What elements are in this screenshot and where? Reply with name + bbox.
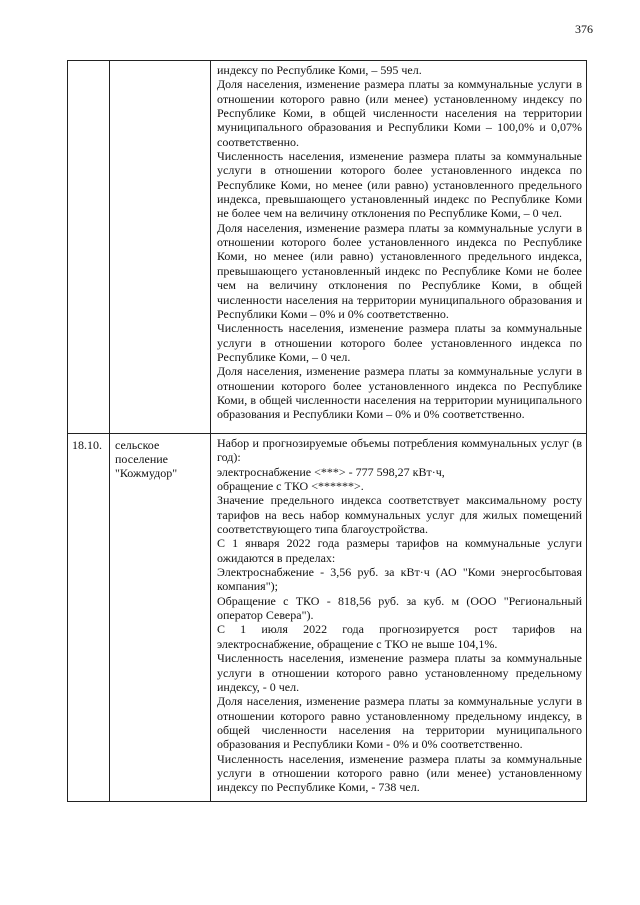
paragraph: Численность населения, изменение размера платы за коммунальные услуги в отношении которого равно (или менее) установленному индексу по Республике Коми, - 738 чел. bbox=[217, 751, 582, 795]
table-row bbox=[68, 61, 587, 434]
paragraph: Численность населения, изменение размера платы за коммунальные услуги в отношении которого более установленного индекса по Республике Коми, но менее (или равно) установленного предельного индекса, превышающего установленный индекс по Республике Коми не более чем на величину отклонения по Республике Коми, – 0 чел. bbox=[217, 149, 582, 221]
row-number: 18.10. bbox=[72, 438, 102, 452]
paragraph: Обращение с ТКО - 818,56 руб. за куб. м (ООО "Региональный оператор Севера"). bbox=[217, 593, 582, 623]
row-text-cell bbox=[211, 61, 587, 434]
row-number bbox=[68, 61, 109, 65]
paragraph: Численность населения, изменение размера платы за коммунальные услуги в отношении которого равно установленному предельному индексу, - 0 чел. bbox=[217, 651, 582, 694]
row-number-cell bbox=[68, 434, 110, 802]
paragraph: электроснабжение <***> - 777 598,27 кВт·ч, bbox=[217, 464, 445, 479]
paragraph: Доля населения, изменение размера платы за коммунальные услуги в отношении которого более установленного индекса по Республике Коми, в общей численности населения на территории муниципального образования и Республики Коми – 0% и 0% соответственно. bbox=[217, 364, 582, 422]
paragraph: Значение предельного индекса соответствует максимальному росту тарифов на весь набор коммунальных услуг для жилых помещений соответствующего типа благоустройства. bbox=[217, 493, 582, 537]
paragraph: Доля населения, изменение размера платы за коммунальные услуги в отношении которого равно установленному предельному индексу, в общей численности населения на территории муниципального образования и Республики Коми - 0% и 0% соответственно. bbox=[217, 694, 582, 752]
paragraph: Набор и прогнозируемые объемы потребления коммунальных услуг (в год): bbox=[217, 436, 582, 465]
paragraph: индексу по Республике Коми, – 595 чел. bbox=[217, 63, 422, 77]
row-name-cell bbox=[110, 61, 211, 434]
paragraph: Доля населения, изменение размера платы за коммунальные услуги в отношении которого более установленного индекса по Республике Коми, но менее (или равно) установленного предельного индекса, превышающего установленный индекс по Республике Коми не более чем на величину отклонения по Республике Коми, в общей численности населения на территории муниципального образования и Республики Коми – 0% и 0% соответственно. bbox=[217, 220, 582, 321]
page-number: 376 bbox=[575, 22, 593, 36]
paragraph: обращение с ТКО <******>. bbox=[217, 479, 364, 494]
row-text-cell bbox=[211, 434, 587, 802]
row-name-cell bbox=[110, 434, 211, 802]
row-number-cell bbox=[68, 61, 110, 434]
table-row bbox=[68, 434, 587, 802]
paragraph: С 1 июля 2022 года прогнозируется рост тарифов на электроснабжение, обращение с ТКО не выше 104,1%. bbox=[217, 622, 582, 651]
row-name: сельское поселение "Кожмудор" bbox=[115, 438, 178, 480]
paragraph: Численность населения, изменение размера платы за коммунальные услуги в отношении которого более установленного индекса по Республике Коми, – 0 чел. bbox=[217, 321, 582, 364]
paragraph: Электроснабжение - 3,56 руб. за кВт·ч (АО "Коми энергосбытовая компания"); bbox=[217, 565, 582, 594]
paragraph: С 1 января 2022 года размеры тарифов на коммунальные услуги ожидаются в пределах: bbox=[217, 536, 582, 565]
document-table bbox=[67, 60, 587, 802]
paragraph: Доля населения, изменение размера платы за коммунальные услуги в отношении которого равно (или менее) установленному индексу по Республике Коми, в общей численности населения на территории муниципального образования и Республики Коми – 100,0% и 0,07% соответственно. bbox=[217, 77, 582, 149]
row-name bbox=[110, 61, 210, 65]
